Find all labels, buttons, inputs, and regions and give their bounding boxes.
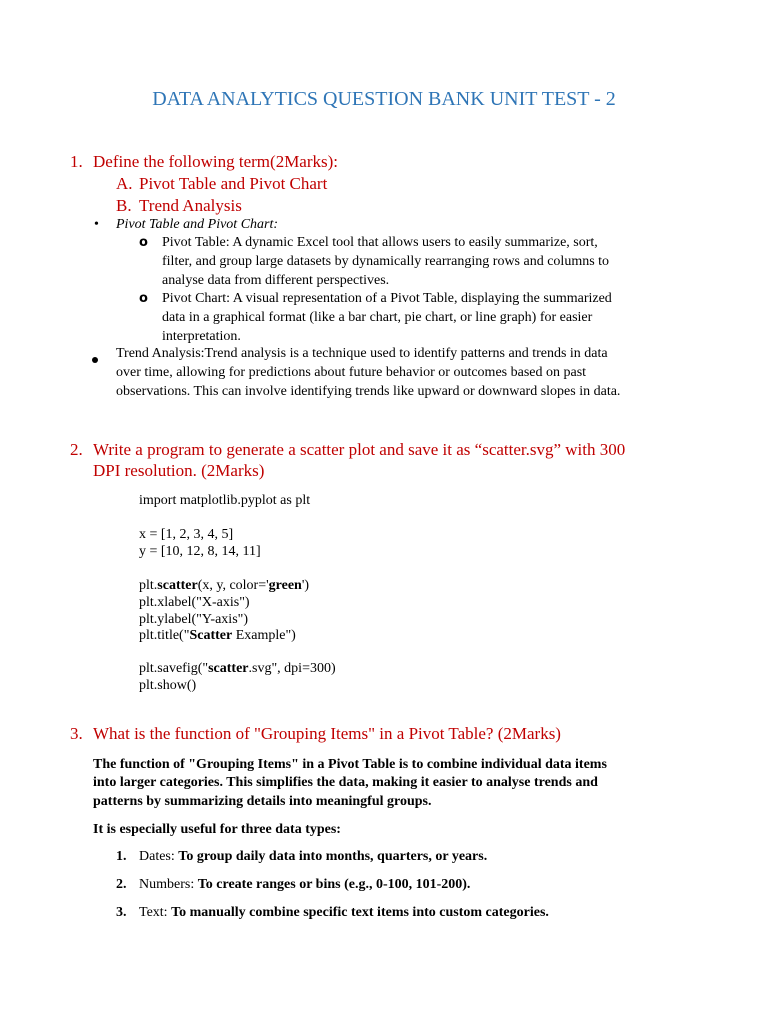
pivot-table-line-1: Pivot Table: A dynamic Excel tool that allows users to easily summarize, sort, [162,235,598,250]
q3-useful: It is especially useful for three data types: [93,822,341,837]
q3-para-line-2: into larger categories. This simplifies the data, making it easier to analyse trends and [93,775,598,790]
list-item-text: To group daily data into months, quarters, or years. [178,849,488,864]
code-y: y = [10, 12, 8, 14, 11] [139,544,261,559]
code-xlabel: plt.xlabel("X-axis") [139,595,250,610]
q3-number: 3. [70,724,83,743]
q1-number: 1. [70,152,83,171]
code-savefig-c: .svg", dpi=300) [248,661,336,676]
list-item-number: 3. [116,905,127,920]
code-scatter-a: plt. [139,578,158,593]
list-item-text: To create ranges or bins (e.g., 0-100, 101-200). [197,877,471,892]
bullet-icon: • [94,217,99,232]
list-item [139,903,549,922]
list-item-number: 2. [116,877,127,892]
bullet-icon [92,350,98,368]
code-show: plt.show() [139,678,197,693]
trend-line-3: observations. This can involve identifying trends like upward or downward slopes in data. [116,384,621,399]
code-savefig-a: plt.savefig(" [139,661,209,676]
page-title: DATA ANALYTICS QUESTION BANK UNIT TEST - 2 [152,88,616,110]
q2-line-1: Write a program to generate a scatter plot and save it as “scatter.svg” with 300 [93,440,626,459]
q1-sub-a: Pivot Table and Pivot Chart [139,174,328,193]
code-title-c: Example") [232,628,296,643]
square-bullet-icon: o [139,235,148,250]
pivot-heading: Pivot Table and Pivot Chart: [116,217,279,232]
code-savefig-b: scatter [208,661,249,676]
list-item-text: To manually combine specific text items into custom categories. [171,905,549,920]
code-title-a: plt.title(" [139,628,190,643]
code-scatter-d: green [268,578,302,593]
code-scatter-e: ') [301,578,310,593]
code-scatter-b: scatter [157,578,198,593]
q3-para-line-1: The function of "Grouping Items" in a Pivot Table is to combine individual data items [93,757,607,772]
pivot-chart-line-1: Pivot Chart: A visual representation of a Pivot Table, displaying the summarized [162,291,612,306]
trend-line-2: over time, allowing for predictions about future behavior or outcomes based on past [116,365,587,380]
pivot-chart-line-3: interpretation. [162,329,241,344]
list-item [139,847,487,866]
list-item-label: Numbers: [139,877,198,892]
q2-number: 2. [70,440,83,459]
square-bullet-icon: o [139,291,148,306]
q1-sub-a-number: A. [116,174,133,193]
code-x: x = [1, 2, 3, 4, 5] [139,527,234,542]
code-import: import matplotlib.pyplot as plt [139,493,311,508]
code-ylabel: plt.ylabel("Y-axis") [139,612,249,627]
pivot-table-line-2: filter, and group large datasets by dynamically rearranging rows and columns to [162,254,610,269]
list-item-label: Text: [139,905,172,920]
pivot-chart-line-2: data in a graphical format (like a bar chart, pie chart, or line graph) for easier [162,310,593,325]
list-item-label: Dates: [139,849,179,864]
q1-text: Define the following term(2Marks): [93,152,339,171]
code-title-b: Scatter [189,628,233,643]
trend-line-1: Trend Analysis:Trend analysis is a technique used to identify patterns and trends in data [116,346,608,361]
q1-sub-b: Trend Analysis [139,196,242,215]
q2-line-2: DPI resolution. (2Marks) [93,461,265,480]
list-item-number: 1. [116,849,127,864]
pivot-table-line-3: analyse data from different perspectives. [162,273,390,288]
list-item [139,875,470,894]
code-title [139,627,296,644]
q3-para-line-3: patterns by summarizing details into meaningful groups. [93,794,432,809]
code-scatter [139,577,309,594]
q3-text: What is the function of "Grouping Items" in a Pivot Table? (2Marks) [93,724,561,743]
code-scatter-c: (x, y, color=' [197,578,269,593]
q1-sub-b-number: B. [116,196,132,215]
code-savefig [139,660,336,677]
